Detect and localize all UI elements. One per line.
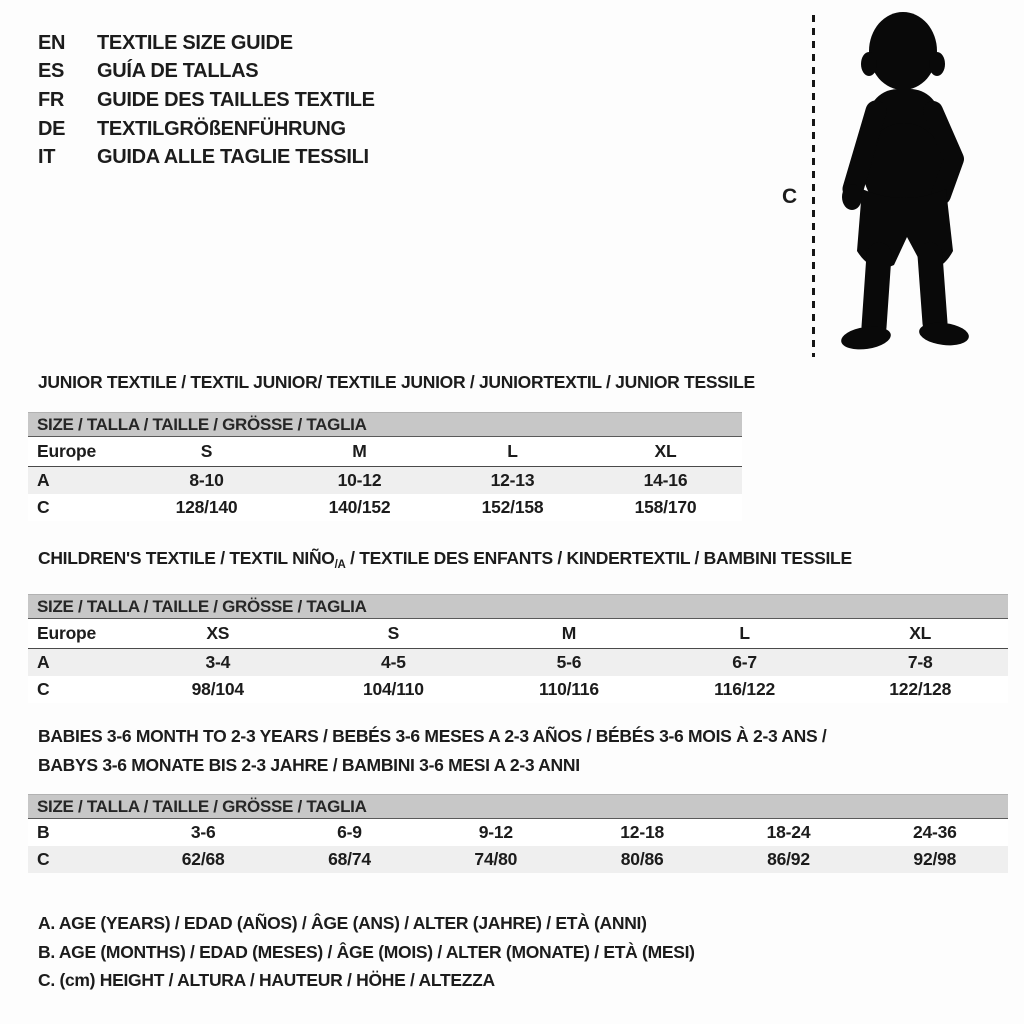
size-table-header-bar: SIZE / TALLA / TAILLE / GRÖSSE / TAGLIA xyxy=(28,594,1008,619)
table-cell: 6-7 xyxy=(657,649,833,677)
children-section-heading xyxy=(38,548,852,571)
guide-title: GUIDE DES TAILLES TEXTILE xyxy=(97,88,375,111)
table-cell: 140/152 xyxy=(328,497,391,517)
table-cell: M xyxy=(481,619,657,649)
note-c: C. (cm) HEIGHT / ALTURA / HAUTEUR / HÖHE / ALTEZZA xyxy=(38,970,495,990)
table-cell: S xyxy=(306,619,482,649)
table-cell: 116/122 xyxy=(714,679,776,699)
row-label: C xyxy=(37,497,50,517)
table-cell: 6-9 xyxy=(337,822,362,842)
size-table-header-bar: SIZE / TALLA / TAILLE / GRÖSSE / TAGLIA xyxy=(28,412,742,437)
table-cell: 4-5 xyxy=(306,649,482,677)
table-cell: XL xyxy=(589,437,742,467)
table-cell: 86/92 xyxy=(715,846,861,873)
table-cell: 9-12 xyxy=(478,822,513,842)
height-measure-label: C xyxy=(782,185,798,208)
language-code: ES xyxy=(38,60,65,83)
babies-heading-line1: BABIES 3-6 MONTH TO 2-3 YEARS / BEBÉS 3-6 MESES A 2-3 AÑOS / BÉBÉS 3-6 MOIS À 2-3 ANS / xyxy=(38,726,827,746)
table-cell: 7-8 xyxy=(832,649,1008,677)
table-cell: 152/158 xyxy=(481,497,544,517)
table-cell: 80/86 xyxy=(569,846,715,873)
height-measure-dashed-line xyxy=(812,15,815,357)
table-cell: XL xyxy=(832,619,1008,649)
legend-notes xyxy=(38,913,695,999)
table-cell: 10-12 xyxy=(283,467,436,495)
guide-title: GUÍA DE TALLAS xyxy=(97,60,259,83)
babies-section-heading xyxy=(38,722,827,780)
table-cell: 3-6 xyxy=(190,822,216,842)
note-b: B. AGE (MONTHS) / EDAD (MESES) / ÂGE (MOIS) / ALTER (MONATE) / ETÀ (MESI) xyxy=(38,941,695,962)
note-a: A. AGE (YEARS) / EDAD (AÑOS) / ÂGE (ANS) / ALTER (JAHRE) / ETÀ (ANNI) xyxy=(38,913,647,933)
language-title-list xyxy=(38,29,375,172)
language-row-es xyxy=(38,58,375,87)
table-cell: S xyxy=(130,437,283,467)
guide-title: GUIDA ALLE TAGLIE TESSILI xyxy=(97,146,369,169)
table-cell: 122/128 xyxy=(889,679,952,699)
table-cell: 128/140 xyxy=(175,497,238,517)
table-row-age xyxy=(28,649,1008,677)
table-cell: 14-16 xyxy=(589,467,742,495)
language-row-it xyxy=(38,143,375,172)
toddler-figure xyxy=(770,5,1010,365)
table-row-age xyxy=(28,467,742,495)
guide-title: TEXTILE SIZE GUIDE xyxy=(97,31,293,54)
table-cell: 24-36 xyxy=(912,822,957,842)
table-cell: 110/116 xyxy=(539,679,599,699)
table-row-height xyxy=(28,494,742,521)
table-cell: 12-13 xyxy=(436,467,589,495)
table-cell: 8-10 xyxy=(130,467,283,495)
table-row-europe xyxy=(28,619,1008,649)
children-heading-post: / TEXTILE DES ENFANTS / KINDERTEXTIL / BAMBINI TESSILE xyxy=(345,548,852,568)
table-cell: 18-24 xyxy=(766,822,811,842)
children-size-table xyxy=(28,594,1008,703)
table-cell: 62/68 xyxy=(130,846,276,873)
children-heading-pre: CHILDREN'S TEXTILE / TEXTIL NIÑO xyxy=(38,548,335,568)
babies-heading-line2: BABYS 3-6 MONATE BIS 2-3 JAHRE / BAMBINI 3-6 MESI A 2-3 ANNI xyxy=(38,755,580,775)
language-code: DE xyxy=(38,117,66,140)
language-code: EN xyxy=(38,31,66,54)
table-row-height xyxy=(28,846,1008,873)
table-cell: 92/98 xyxy=(862,846,1008,873)
table-cell: L xyxy=(436,437,589,467)
table-cell: 98/104 xyxy=(191,679,244,699)
row-label: A xyxy=(28,467,130,495)
row-label: B xyxy=(37,822,50,842)
children-heading-subscript: /A xyxy=(334,559,346,571)
junior-size-table xyxy=(28,412,742,521)
table-row-months xyxy=(28,819,1008,846)
guide-title: TEXTILGRÖßENFÜHRUNG xyxy=(97,117,346,140)
table-cell: 5-6 xyxy=(481,649,657,677)
language-code: IT xyxy=(38,146,56,169)
row-label: Europe xyxy=(28,619,130,649)
language-row-en xyxy=(38,29,375,58)
language-row-fr xyxy=(38,86,375,115)
table-cell: 3-4 xyxy=(130,649,306,677)
table-cell: 74/80 xyxy=(423,846,569,873)
row-label: Europe xyxy=(28,437,130,467)
table-row-europe xyxy=(28,437,742,467)
row-label: C xyxy=(37,679,50,699)
table-cell: XS xyxy=(130,619,306,649)
babies-size-table xyxy=(28,794,1008,873)
size-table-header-bar: SIZE / TALLA / TAILLE / GRÖSSE / TAGLIA xyxy=(28,794,1008,819)
toddler-silhouette-icon xyxy=(828,7,984,359)
table-cell: 104/110 xyxy=(362,679,424,699)
table-cell: 12-18 xyxy=(620,822,665,842)
language-row-de xyxy=(38,115,375,144)
table-cell: 68/74 xyxy=(276,846,422,873)
table-row-height xyxy=(28,676,1008,703)
table-cell: M xyxy=(283,437,436,467)
language-code: FR xyxy=(38,88,65,111)
table-cell: L xyxy=(657,619,833,649)
row-label: C xyxy=(28,846,130,873)
row-label: A xyxy=(28,649,130,677)
table-cell: 158/170 xyxy=(634,497,697,517)
junior-section-heading: JUNIOR TEXTILE / TEXTIL JUNIOR/ TEXTILE JUNIOR / JUNIORTEXTIL / JUNIOR TESSILE xyxy=(38,372,755,392)
